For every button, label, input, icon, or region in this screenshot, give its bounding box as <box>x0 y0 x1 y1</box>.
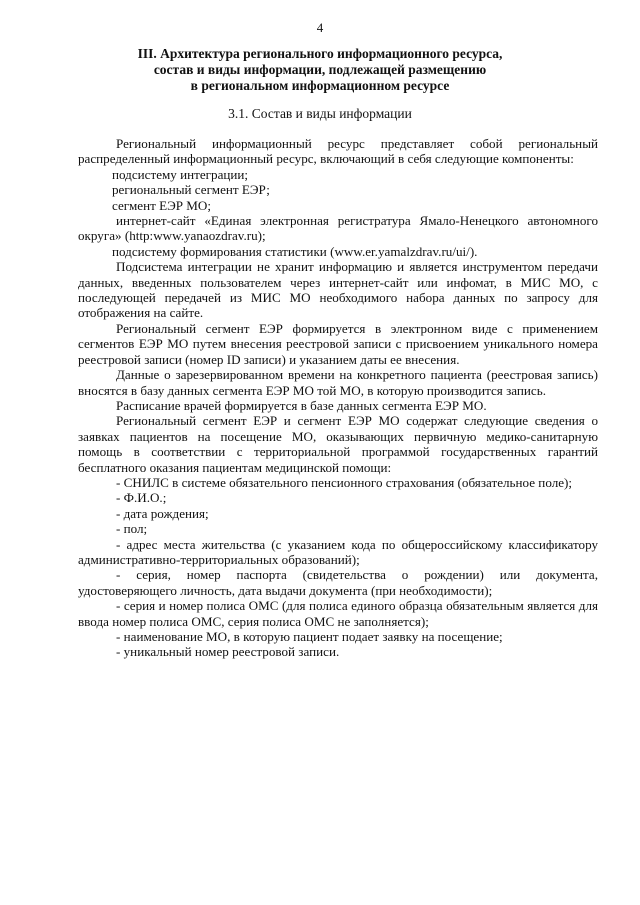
section-heading-line: III. Архитектура регионального информационного ресурса, <box>137 46 503 61</box>
section-heading-line: состав и виды информации, подлежащей размещению <box>153 62 487 77</box>
paragraph: Региональный информационный ресурс представляет собой региональный распределенный информационный ресурс, включающий в себя следующие компоненты: <box>78 136 598 167</box>
list-item: - дата рождения; <box>116 505 209 521</box>
list-item: - серия и номер полиса ОМС (для полиса единого образца обязательным является для ввода номер полиса ОМС, серия полиса ОМС не заполняется); <box>78 598 598 629</box>
page-number: 4 <box>316 20 324 35</box>
list-item: - Ф.И.О.; <box>116 490 167 506</box>
component-item: региональный сегмент ЕЭР; <box>112 182 270 198</box>
list-item: - серия, номер паспорта (свидетельства о рождении) или документа, удостоверяющего личность, дата выдачи документа (при необходимости); <box>78 567 598 598</box>
component-item: сегмент ЕЭР МО; <box>112 197 212 213</box>
paragraph: Данные о зарезервированном времени на конкретного пациента (реестровая запись) вносятся в базу данных сегмента ЕЭР МО той МО, в которую производится запись. <box>78 367 598 398</box>
paragraph: Расписание врачей формируется в базе данных сегмента ЕЭР МО. <box>116 397 487 413</box>
component-item: подсистему интеграции; <box>112 166 249 182</box>
list-item: - наименование МО, в которую пациент подает заявку на посещение; <box>116 629 503 644</box>
document-body <box>78 136 598 660</box>
section-heading-line: в региональном информационном ресурсе <box>190 78 450 93</box>
list-item: - уникальный номер реестровой записи. <box>116 644 340 660</box>
component-item: интернет-сайт «Единая электронная регистратура Ямало-Ненецкого автономного округа» (http:www.yanaozdrav.ru); <box>78 213 598 244</box>
section-heading <box>100 46 540 94</box>
list-item: - пол; <box>116 521 148 537</box>
paragraph: Региональный сегмент ЕЭР и сегмент ЕЭР МО содержат следующие сведения о заявках пациентов на посещение МО, оказывающих первичную медико-санитарную помощь в соответствии с территориальной программой государственных гарантий бесплатного оказания пациентам медицинской помощи: <box>78 413 598 475</box>
paragraph: Подсистема интеграции не хранит информацию и является инструментом передачи данных, введенных пользователем через интернет-сайт или инфомат, в МИС МО, с последующей передачей из МИС МО необходимого набора данных по запросу для отображения на сайте. <box>78 259 598 321</box>
list-item: - адрес места жительства (с указанием кода по общероссийскому классификатору административно-территориальных образований); <box>78 536 598 567</box>
list-item: - СНИЛС в системе обязательного пенсионного страхования (обязательное поле); <box>116 474 573 490</box>
subsection-heading: 3.1. Состав и виды информации <box>228 106 412 121</box>
component-item: подсистему формирования статистики (www.er.yamalzdrav.ru/ui/). <box>112 243 478 259</box>
paragraph: Региональный сегмент ЕЭР формируется в электронном виде с применением сегментов ЕЭР МО путем внесения реестровой записи с присвоением уникального номера реестровой записи (номер ID записи) и указанием даты ее внесения. <box>78 320 598 367</box>
